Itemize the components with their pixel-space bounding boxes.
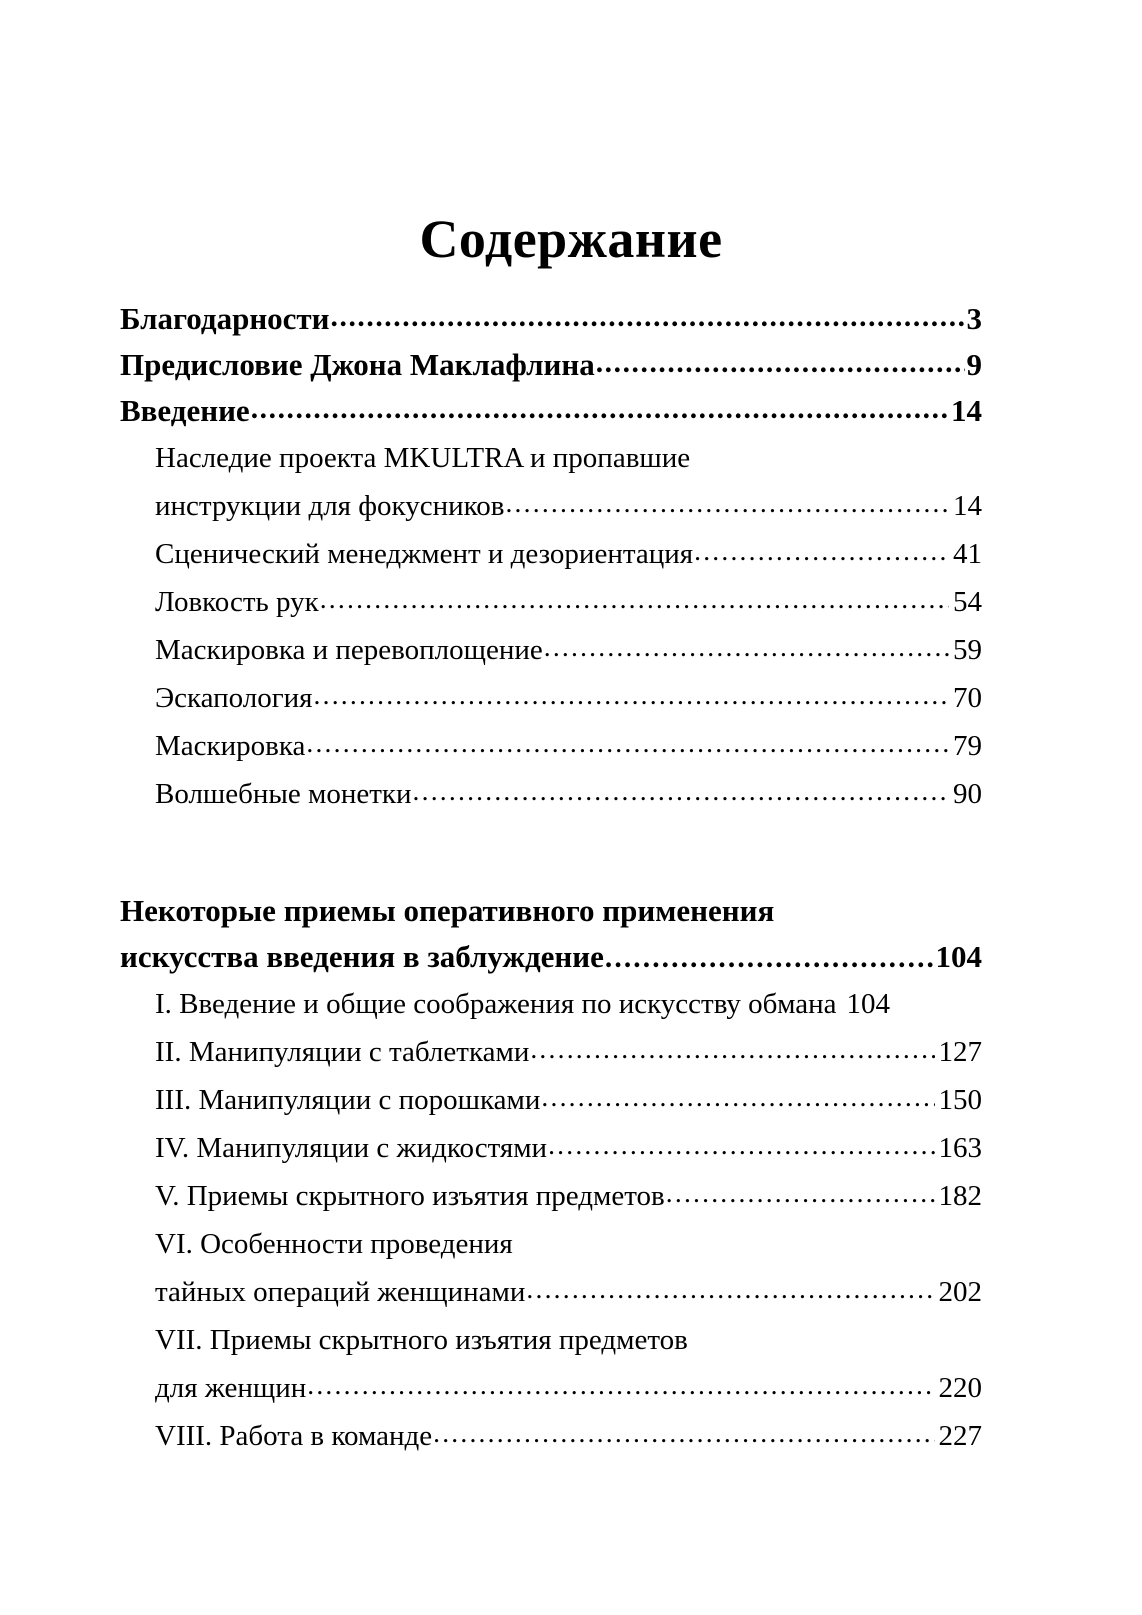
toc-entry-label-line2: тайных операций женщинами xyxy=(155,1276,526,1308)
dot-leader xyxy=(596,349,965,378)
dot-leader xyxy=(694,537,949,565)
dot-leader xyxy=(306,729,949,757)
dot-leader xyxy=(666,1179,935,1207)
toc-entry-stage-management[interactable] xyxy=(155,530,982,578)
toc-entry-page: 182 xyxy=(938,1180,982,1212)
toc-entry-sleight-of-hand[interactable] xyxy=(155,578,982,626)
toc-entry-label-line2: инструкции для фокусников xyxy=(155,490,505,522)
toc-entry-disguise-transformation[interactable] xyxy=(155,626,982,674)
toc-entry-label-line2: для женщин xyxy=(155,1372,307,1404)
toc-entry-label: III. Манипуляции с порошками xyxy=(155,1084,541,1116)
dot-leader xyxy=(541,1083,934,1111)
toc-entry-chapter-v[interactable] xyxy=(155,1172,982,1220)
toc-entry-foreword[interactable] xyxy=(120,342,982,388)
toc-entry-label-line1: VI. Особенности проведения xyxy=(155,1228,513,1260)
toc-entry-label: V. Приемы скрытного изъятия предметов xyxy=(155,1180,665,1212)
dot-leader xyxy=(530,1035,934,1063)
toc-entry-page: 9 xyxy=(966,347,982,382)
toc-entry-heading-line2: искусства введения в заблуждение xyxy=(120,939,604,974)
toc-entry-label: Введение xyxy=(120,393,250,428)
dot-leader xyxy=(307,1371,934,1399)
toc-entry-label: I. Введение и общие соображения по искусству обмана xyxy=(155,988,837,1020)
toc-entry-label-line1: Наследие проекта MKULTRA и пропавшие xyxy=(155,442,691,474)
toc-entry-acknowledgements[interactable] xyxy=(120,296,982,342)
page-title: Содержание xyxy=(419,209,723,270)
dot-leader xyxy=(320,585,949,613)
toc-entry-page: 227 xyxy=(938,1420,982,1452)
toc-entry-page: 150 xyxy=(938,1084,982,1116)
toc-subentries-introduction xyxy=(120,434,982,818)
toc-entry-label: Волшебные монетки xyxy=(155,778,412,810)
toc-entry-label: Ловкость рук xyxy=(155,586,319,618)
toc-entry-label: II. Манипуляции с таблетками xyxy=(155,1036,530,1068)
dot-leader xyxy=(413,777,949,805)
toc-entry-chapter-iv[interactable] xyxy=(155,1124,982,1172)
toc-entry-escapology[interactable] xyxy=(155,674,982,722)
toc-entry-page: 79 xyxy=(953,730,982,762)
toc-entry-label: Маскировка xyxy=(155,730,306,762)
toc-entry-chapter-vi[interactable] xyxy=(155,1220,982,1316)
toc-entry-introduction[interactable] xyxy=(120,388,982,434)
toc-entry-chapter-viii[interactable] xyxy=(155,1412,982,1460)
toc-entry-page: 90 xyxy=(953,778,982,810)
toc-entry-chapter-i[interactable] xyxy=(155,980,982,1028)
toc-subentries-section2 xyxy=(120,980,982,1460)
toc-entry-chapter-iii[interactable] xyxy=(155,1076,982,1124)
toc-entry-line2 xyxy=(155,1268,982,1316)
toc-entry-page: 14 xyxy=(951,393,982,428)
dot-leader xyxy=(433,1419,934,1447)
toc-entry-page: 41 xyxy=(953,538,982,570)
toc-entry-label: Эскапология xyxy=(155,682,313,714)
toc-entry-label: Сценический менеджмент и дезориентация xyxy=(155,538,694,570)
toc-entries xyxy=(120,296,982,1460)
toc-entry-page: 163 xyxy=(938,1132,982,1164)
toc-entry-line2 xyxy=(155,1364,982,1412)
section-spacer xyxy=(120,818,982,888)
toc-entry-page: 3 xyxy=(966,301,982,336)
toc-entry-page: 202 xyxy=(938,1276,982,1308)
toc-entry-chapter-vii[interactable] xyxy=(155,1316,982,1412)
toc-entry-heading-line2-row xyxy=(120,934,982,980)
toc-entry-page: 220 xyxy=(938,1372,982,1404)
toc-entry-page: 54 xyxy=(953,586,982,618)
toc-entry-chapter-ii[interactable] xyxy=(155,1028,982,1076)
toc-entry-label: Маскировка и перевоплощение xyxy=(155,634,543,666)
dot-leader xyxy=(331,303,965,332)
dot-leader xyxy=(605,944,934,973)
toc-entry-page: 127 xyxy=(938,1036,982,1068)
toc-entry-mkultra-legacy[interactable] xyxy=(155,434,982,530)
dot-leader xyxy=(251,395,949,424)
toc-entry-disguise[interactable] xyxy=(155,722,982,770)
toc-entry-page: 59 xyxy=(953,634,982,666)
dot-leader xyxy=(544,633,949,661)
toc-entry-label-line1: VII. Приемы скрытного изъятия предметов xyxy=(155,1324,688,1356)
dot-leader xyxy=(526,1275,934,1303)
dot-leader xyxy=(548,1131,934,1159)
toc-entry-page: 14 xyxy=(953,490,982,522)
toc-entry-heading-line1: Некоторые приемы оперативного применения xyxy=(120,893,775,928)
toc-entry-section-deception-techniques[interactable] xyxy=(120,888,982,980)
toc-entry-page: 104 xyxy=(935,939,982,974)
toc-entry-label: Благодарности xyxy=(120,301,330,336)
toc-entry-label: Предисловие Джона Маклафлина xyxy=(120,347,595,382)
dot-leader xyxy=(505,489,949,517)
toc-entry-label: IV. Манипуляции с жидкостями xyxy=(155,1132,548,1164)
toc-entry-label: VIII. Работа в команде xyxy=(155,1420,433,1452)
dot-leader xyxy=(314,681,949,709)
toc-entry-page: 70 xyxy=(953,682,982,714)
toc-entry-magic-coins[interactable] xyxy=(155,770,982,818)
toc-entry-page: 104 xyxy=(846,988,891,1020)
toc-entry-line2 xyxy=(155,482,982,530)
